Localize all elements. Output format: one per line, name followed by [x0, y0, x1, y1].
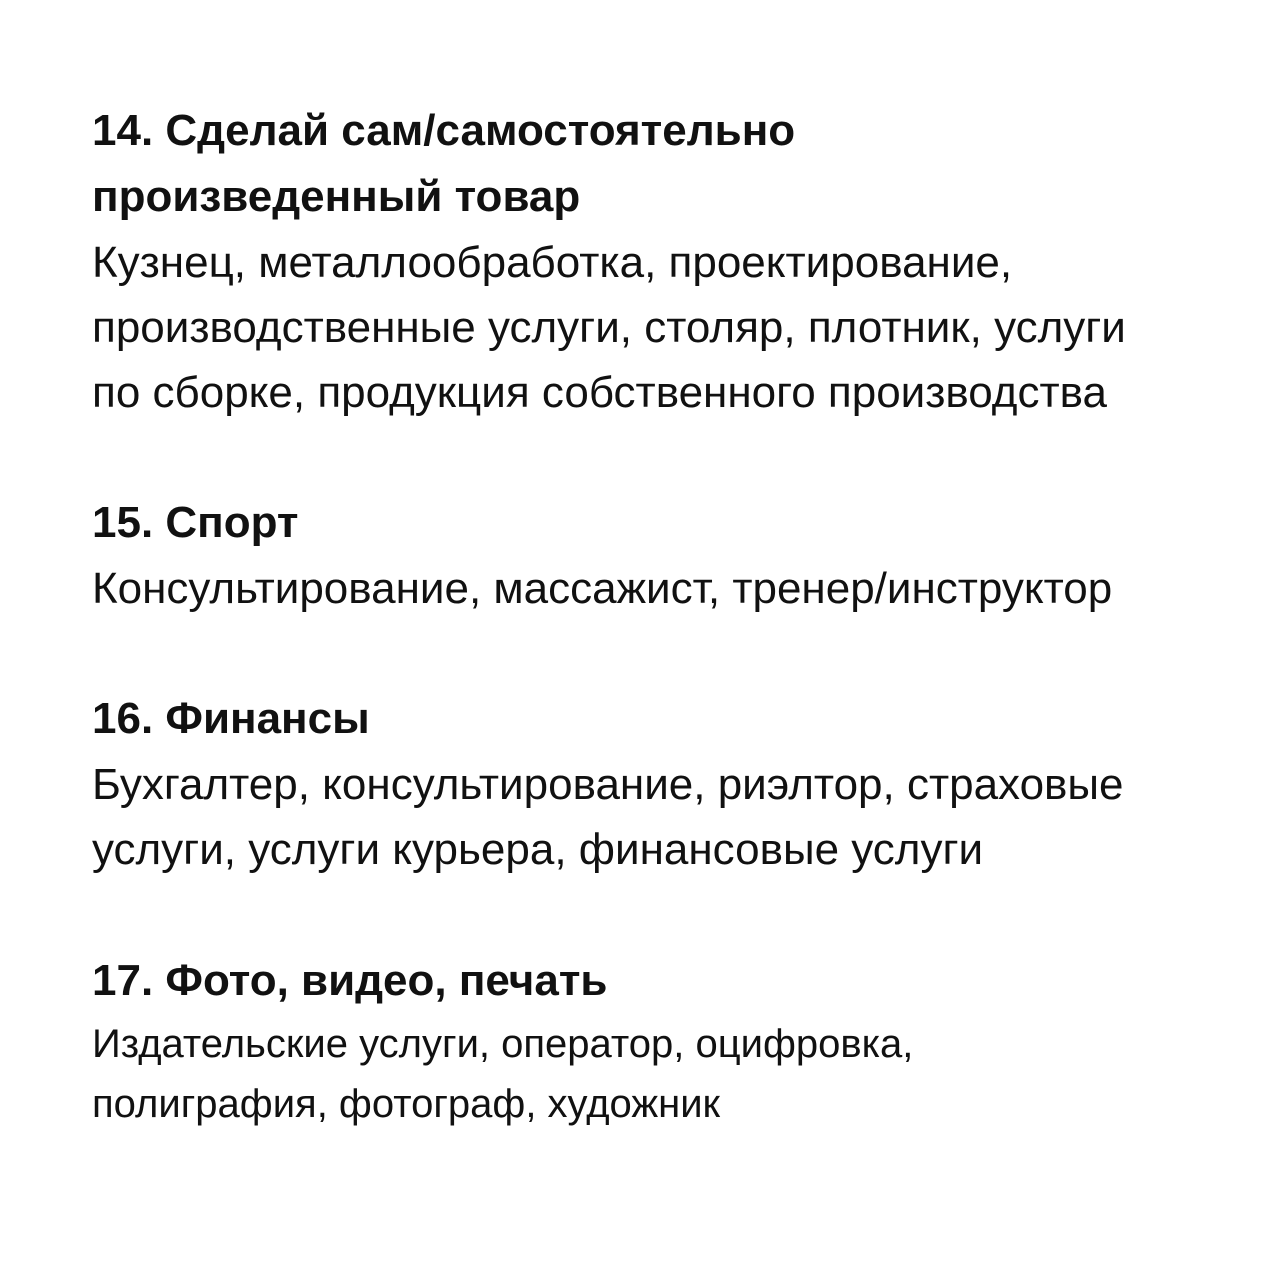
- section-title: [92, 490, 1222, 556]
- section-sport: [92, 490, 1222, 621]
- section-body: [92, 752, 1222, 882]
- section-title: [92, 686, 1222, 752]
- section-body: [92, 230, 1222, 425]
- section-body: [92, 556, 1222, 621]
- section-title-line: произведенный товар: [92, 172, 581, 221]
- section-body-line: Бухгалтер, консультирование, риэлтор, страховые: [92, 760, 1124, 809]
- section-body-line: Консультирование, массажист, тренер/инструктор: [92, 564, 1113, 613]
- section-body-line: производственные услуги, столяр, плотник, услуги: [92, 303, 1126, 352]
- section-title-line: 15. Спорт: [92, 498, 299, 547]
- section-finance: [92, 686, 1222, 882]
- section-body-line: Издательские услуги, оператор, оцифровка,: [92, 1022, 914, 1066]
- section-title: [92, 98, 1222, 230]
- section-photo-video-print: [92, 948, 1222, 1134]
- section-title: [92, 948, 1222, 1014]
- section-title-line: 16. Финансы: [92, 694, 370, 743]
- section-body: [92, 1014, 1222, 1134]
- section-body-line: Кузнец, металлообработка, проектирование,: [92, 238, 1013, 287]
- section-body-line: полиграфия, фотограф, художник: [92, 1082, 721, 1126]
- section-body-line: услуги, услуги курьера, финансовые услуги: [92, 825, 984, 874]
- document-page: [92, 98, 1222, 1134]
- section-title-line: 14. Сделай сам/самостоятельно: [92, 106, 796, 155]
- section-title-line: 17. Фото, видео, печать: [92, 956, 608, 1005]
- section-body-line: по сборке, продукция собственного производства: [92, 368, 1107, 417]
- section-diy: [92, 98, 1222, 425]
